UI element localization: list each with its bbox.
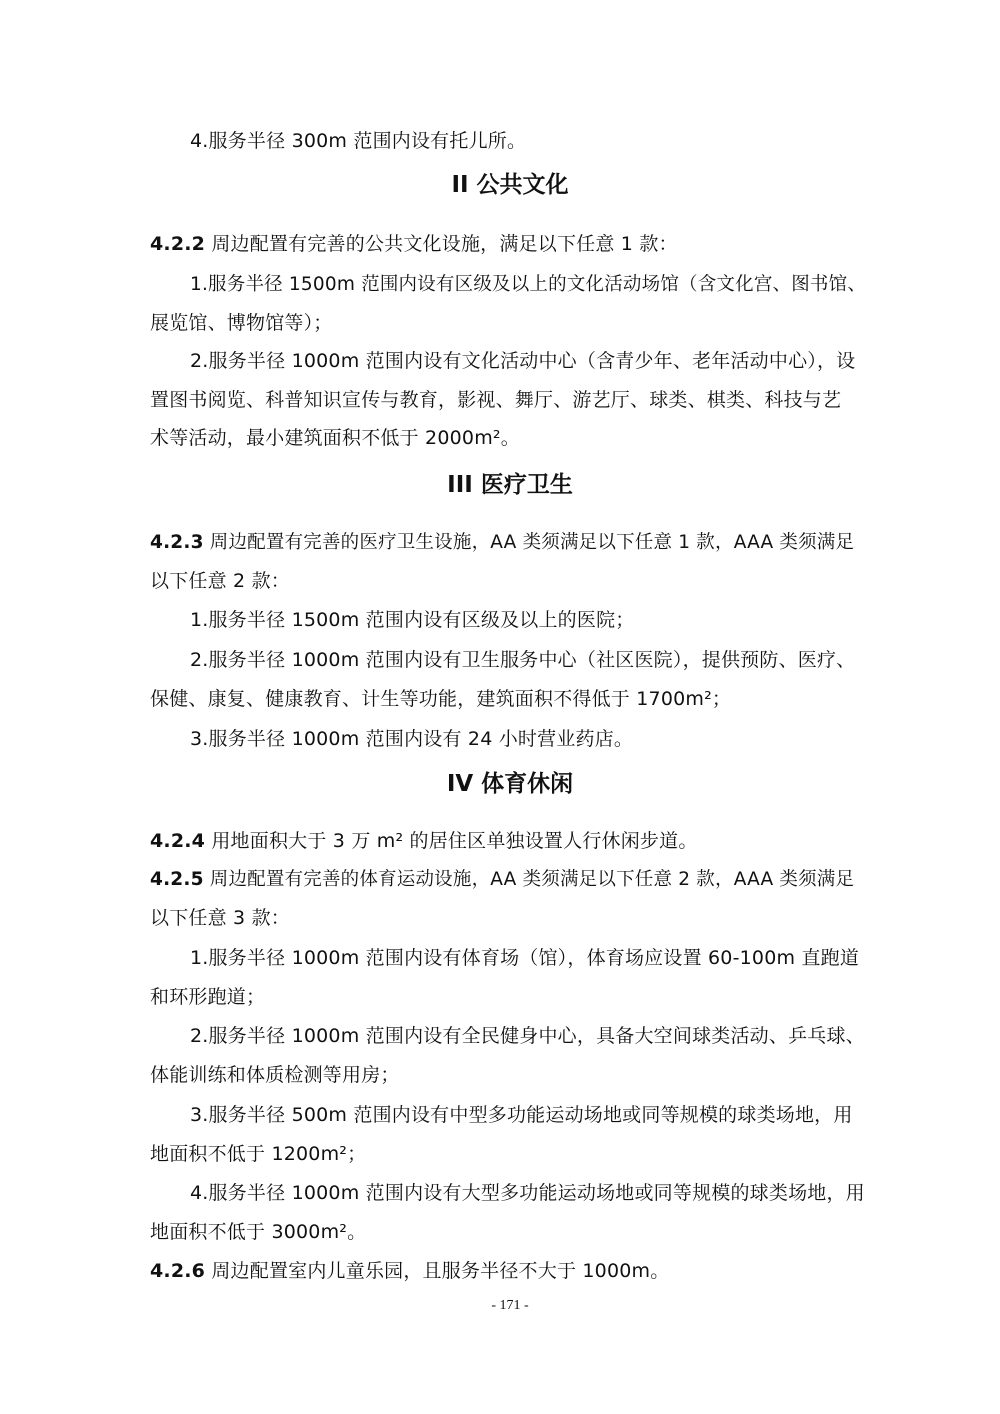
clause-4-2-3-item-2-cont: 保健、康复、健康教育、计生等功能，建筑面积不得低于 1700m²；	[150, 688, 732, 710]
clause-4-2-6	[150, 1258, 870, 1284]
clause-4-2-3-item-1: 1.服务半径 1500m 范围内设有区级及以上的医院；	[190, 609, 635, 631]
clause-4-2-5-item-4: 4.服务半径 1000m 范围内设有大型多功能运动场地或同等规模的球类场地，用	[190, 1182, 865, 1204]
page-number: - 171 -	[491, 1298, 529, 1313]
clause-4-2-5-item-3-cont: 地面积不低于 1200m²；	[150, 1143, 367, 1165]
clause-4-2-2-item-1-cont: 展览馆、博物馆等）；	[150, 312, 333, 334]
clause-4-2-5-item-2-cont: 体能训练和体质检测等用房；	[150, 1064, 400, 1086]
clause-4-2-5-item-1: 1.服务半径 1000m 范围内设有体育场（馆），体育场应设置 60-100m 直跑道	[190, 947, 860, 969]
clause-text: 周边配置有完善的医疗卫生设施，AA 类须满足以下任意 1 款，AAA 类须满足	[203, 532, 855, 553]
clause-4-2-3-item-2: 2.服务半径 1000m 范围内设有卫生服务中心（社区医院），提供预防、医疗、	[190, 649, 856, 671]
clause-4-2-3-cont: 以下任意 2 款：	[150, 570, 290, 592]
clause-4-2-5-item-4-cont: 地面积不低于 3000m²。	[150, 1221, 367, 1243]
section-heading-iii: III 医疗卫生	[447, 472, 573, 498]
clause-number: 4.2.6	[150, 1260, 206, 1282]
clause-text: 周边配置室内儿童乐园，且服务半径不大于 1000m。	[205, 1260, 670, 1282]
clause-4-2-3	[150, 530, 870, 556]
clause-number: 4.2.2	[150, 233, 206, 255]
clause-4-2-2-item-2: 2.服务半径 1000m 范围内设有文化活动中心（含青少年、老年活动中心），设	[190, 350, 856, 372]
clause-number: 4.2.4	[150, 830, 206, 852]
section-heading-ii: II 公共文化	[451, 172, 569, 198]
section-heading-iv: IV 体育休闲	[446, 771, 574, 797]
clause-4-2-2-item-2-cont: 置图书阅览、科普知识宣传与教育，影视、舞厅、游艺厅、球类、棋类、科技与艺	[150, 389, 842, 411]
clause-4-2-4	[150, 828, 870, 854]
clause-4-2-3-item-3: 3.服务半径 1000m 范围内设有 24 小时营业药店。	[190, 728, 634, 750]
clause-number: 4.2.3	[150, 532, 204, 553]
clause-4-2-2	[150, 231, 870, 257]
clause-4-2-1-item-4: 4.服务半径 300m 范围内设有托儿所。	[190, 130, 527, 152]
clause-4-2-5-item-1-cont: 和环形跑道；	[150, 986, 266, 1008]
clause-4-2-5-item-2: 2.服务半径 1000m 范围内设有全民健身中心，具备大空间球类活动、乒乓球、	[190, 1025, 865, 1047]
clause-4-2-2-item-2-cont2: 术等活动，最小建筑面积不低于 2000m²。	[150, 427, 520, 449]
clause-text: 周边配置有完善的体育运动设施，AA 类须满足以下任意 2 款，AAA 类须满足	[203, 869, 855, 890]
clause-text: 用地面积大于 3 万 m² 的居住区单独设置人行休闲步道。	[205, 830, 698, 852]
clause-4-2-2-item-1: 1.服务半径 1500m 范围内设有区级及以上的文化活动场馆（含文化宫、图书馆、	[190, 274, 867, 295]
clause-4-2-5-cont: 以下任意 3 款：	[150, 907, 290, 929]
clause-4-2-5	[150, 867, 870, 893]
clause-text: 周边配置有完善的公共文化设施，满足以下任意 1 款：	[205, 233, 678, 255]
clause-number: 4.2.5	[150, 869, 204, 890]
clause-4-2-5-item-3: 3.服务半径 500m 范围内设有中型多功能运动场地或同等规模的球类场地，用	[190, 1104, 853, 1126]
